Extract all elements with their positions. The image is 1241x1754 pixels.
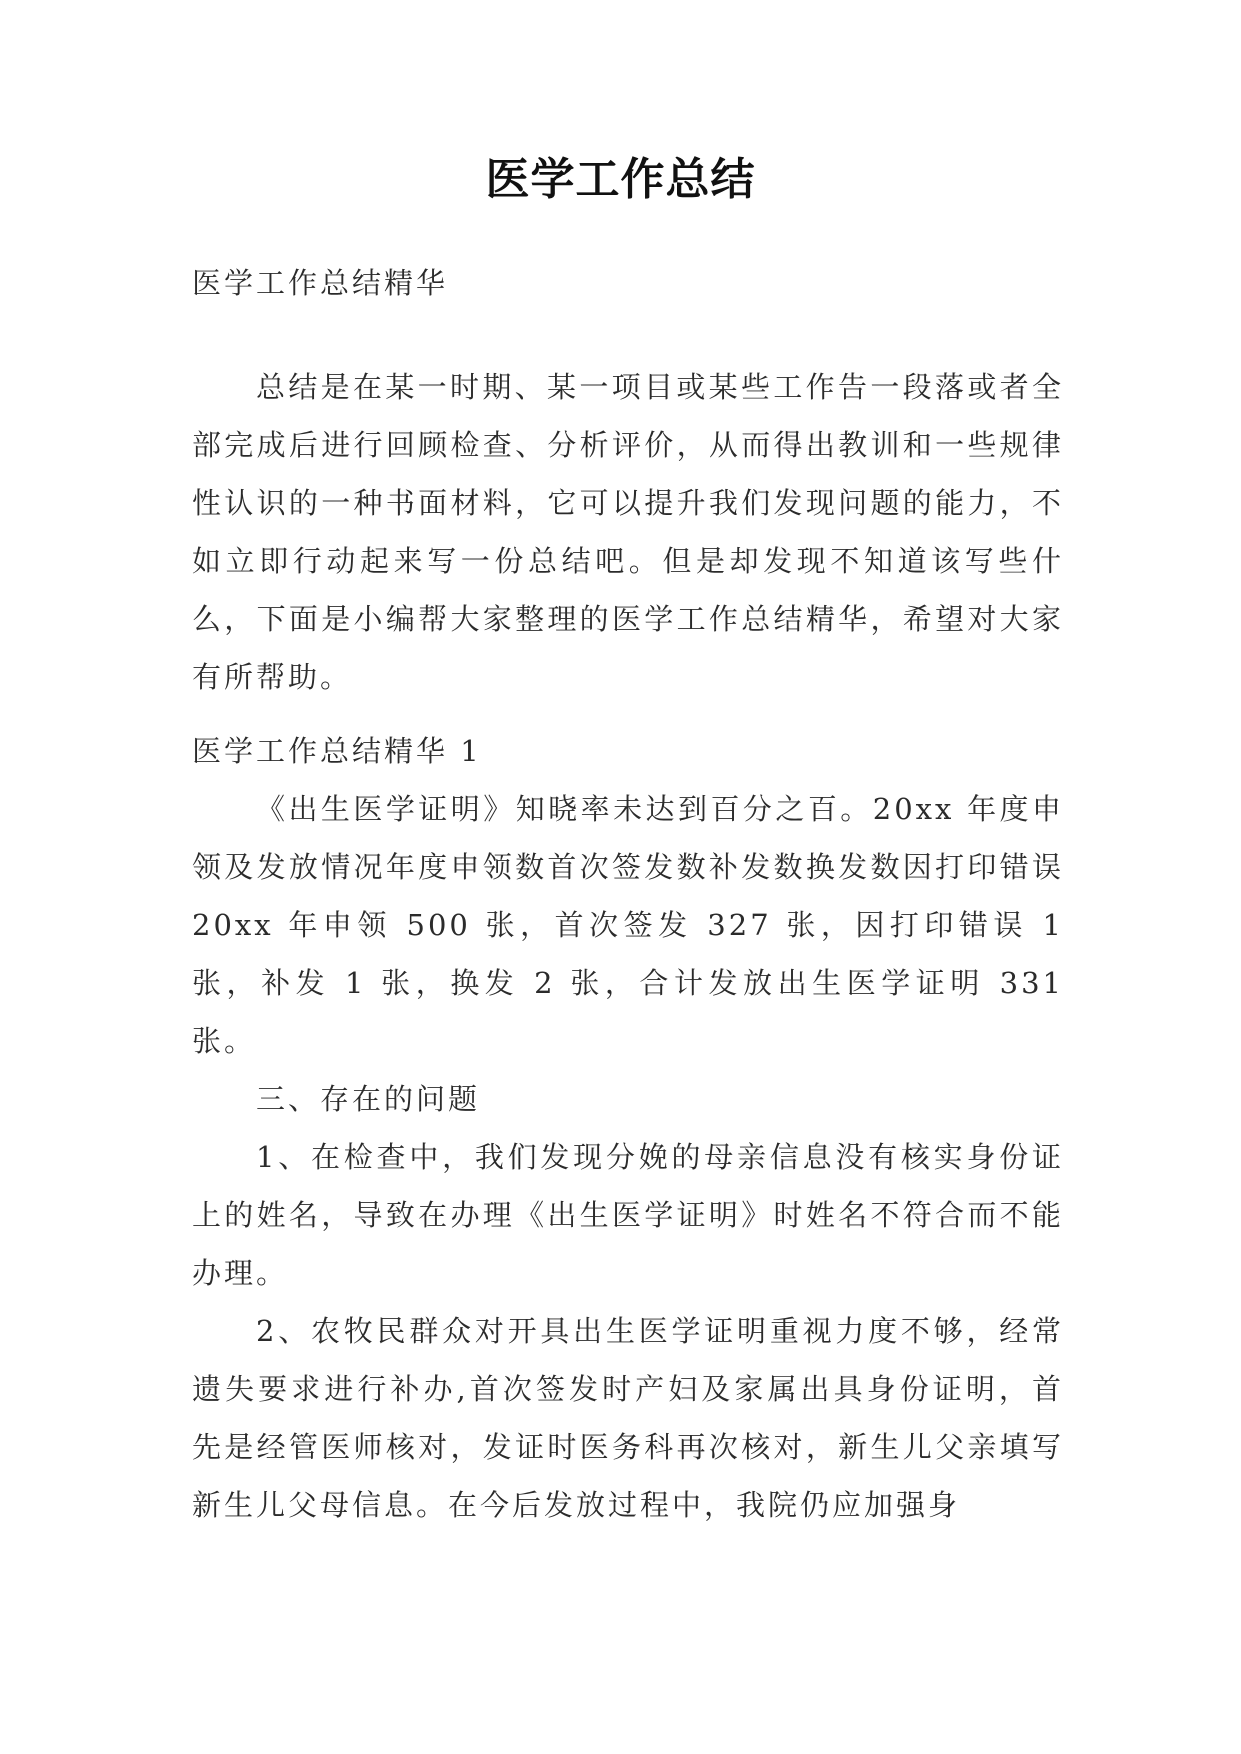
problems-heading: 三、存在的问题 <box>256 1082 481 1116</box>
intro-text: 总结是在某一时期、某一项目或某些工作告一段落或者全部完成后进行回顾检查、分析评价，从而得出教训和一些规律性认识的一种书面材料，它可以提升我们发现问题的能力，不如立即行动起来写一份总结吧。但是却发现不知道该写些什么，下面是小编帮大家整理的医学工作总结精华，希望对大家有所帮助。 <box>192 370 1064 694</box>
problem-item-2: 2、农牧民群众对开具出生医学证明重视力度不够，经常遗失要求进行补办,首次签发时产妇及家属出具身份证明，首先是经管医师核对，发证时医务科再次核对，新生儿父亲填写新生儿父母信息。在今后发放过程中，我院仍应加强身 <box>192 1314 1064 1522</box>
section-paragraph: 《出生医学证明》知晓率未达到百分之百。20xx 年度申领及发放情况年度申领数首次签发数补发数换发数因打印错误 20xx 年申领 500 张，首次签发 327 张，因打印错误 1 张，补发 1 张，换发 2 张，合计发放出生医学证明 331 张。 <box>192 792 1064 1058</box>
intro-paragraph <box>192 358 1064 706</box>
page-title: 医学工作总结 <box>485 154 756 205</box>
subtitle-text: 医学工作总结精华 <box>192 266 449 300</box>
subtitle <box>192 254 1064 312</box>
section-1 <box>192 722 1064 1534</box>
section-heading: 医学工作总结精华 1 <box>192 734 482 768</box>
problem-item-1: 1、在检查中，我们发现分娩的母亲信息没有核实身份证上的姓名，导致在办理《出生医学证明》时姓名不符合而不能办理。 <box>192 1140 1064 1290</box>
